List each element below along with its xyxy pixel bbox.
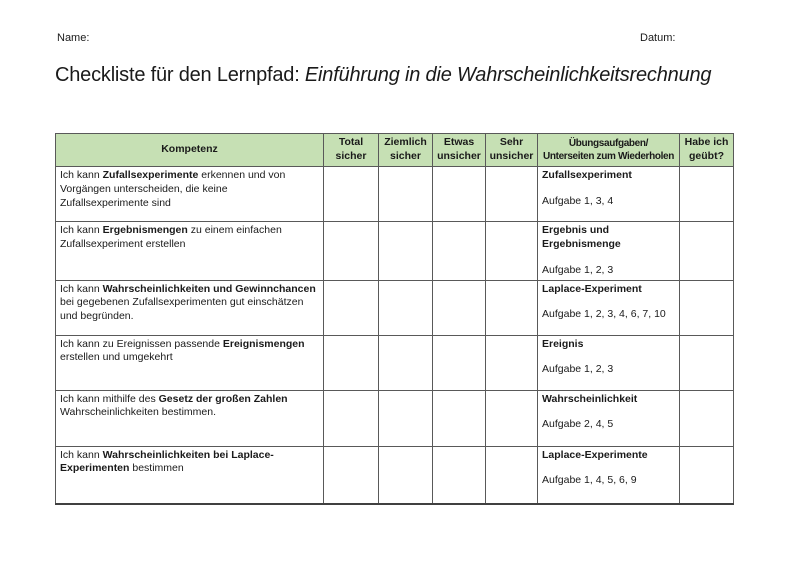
table-row: [56, 390, 734, 446]
table-row: [56, 280, 734, 335]
name-label: Name:: [57, 32, 90, 44]
rating-cell-total-sicher[interactable]: [324, 335, 379, 390]
kompetenz-cell: Ich kann mithilfe des Gesetz der großen Zahlen Wahrscheinlichkeiten bestimmen.: [56, 390, 324, 446]
uebungsaufgaben-cell: [538, 446, 680, 504]
rating-cell-total-sicher[interactable]: [324, 446, 379, 504]
topic-label: Ergebnis und Ergebnismenge: [542, 224, 621, 250]
page-title-regular: Checkliste für den Lernpfad:: [55, 64, 305, 86]
table-row: [56, 335, 734, 390]
aufgaben-label: Aufgabe 1, 2, 3, 4, 6, 7, 10: [542, 308, 666, 321]
rating-cell-etwas-unsicher[interactable]: [433, 446, 486, 504]
datum-label: Datum:: [640, 32, 676, 44]
rating-cell-total-sicher[interactable]: [324, 390, 379, 446]
table-row: [56, 446, 734, 504]
aufgaben-label: Aufgabe 2, 4, 5: [542, 418, 614, 431]
topic-label: Ereignis: [542, 337, 584, 350]
page-title: [55, 64, 755, 87]
page-title-italic: Einführung in die Wahrscheinlichkeitsrechnung: [304, 64, 712, 86]
checklist-table-wrapper: [55, 133, 734, 505]
aufgaben-label: Aufgabe 1, 2, 3: [542, 363, 614, 376]
rating-cell-sehr-unsicher[interactable]: [486, 167, 538, 222]
geuebt-cell[interactable]: [680, 167, 734, 222]
column-header-sehr-unsicher: Sehr unsicher: [486, 134, 538, 167]
geuebt-cell[interactable]: [680, 280, 734, 335]
column-header-kompetenz: Kompetenz: [56, 134, 324, 167]
rating-cell-total-sicher[interactable]: [324, 167, 379, 222]
column-header-uebungsaufgaben: Übungsaufgaben/ Unterseiten zum Wiederholen: [538, 134, 680, 167]
rating-cell-ziemlich-sicher[interactable]: [379, 446, 433, 504]
checklist-table: [55, 133, 734, 505]
column-header-ziemlich-sicher: Ziemlich sicher: [379, 134, 433, 167]
rating-cell-etwas-unsicher[interactable]: [433, 222, 486, 281]
rating-cell-ziemlich-sicher[interactable]: [379, 280, 433, 335]
rating-cell-ziemlich-sicher[interactable]: [379, 222, 433, 281]
uebungsaufgaben-cell: [538, 280, 680, 335]
rating-cell-etwas-unsicher[interactable]: [433, 280, 486, 335]
rating-cell-etwas-unsicher[interactable]: [433, 167, 486, 222]
rating-cell-etwas-unsicher[interactable]: [433, 390, 486, 446]
topic-label: Laplace-Experiment: [542, 282, 642, 295]
rating-cell-total-sicher[interactable]: [324, 222, 379, 281]
uebungsaufgaben-cell: [538, 390, 680, 446]
uebungsaufgaben-cell: [538, 335, 680, 390]
aufgaben-label: Aufgabe 1, 2, 3: [542, 263, 614, 276]
topic-label: Wahrscheinlichkeit: [542, 392, 638, 405]
column-header-etwas-unsicher: Etwas unsicher: [433, 134, 486, 167]
column-header-total-sicher: Total sicher: [324, 134, 379, 167]
kompetenz-cell: Ich kann zu Ereignissen passende Ereignismengen erstellen und umgekehrt: [56, 335, 324, 390]
geuebt-cell[interactable]: [680, 335, 734, 390]
uebungsaufgaben-cell: [538, 222, 680, 281]
topic-label: Laplace-Experimente: [542, 448, 648, 461]
rating-cell-etwas-unsicher[interactable]: [433, 335, 486, 390]
rating-cell-sehr-unsicher[interactable]: [486, 335, 538, 390]
aufgaben-label: Aufgabe 1, 3, 4: [542, 194, 614, 207]
column-header-habe-ich-geuebt: Habe ich geübt?: [680, 134, 734, 167]
aufgaben-label: Aufgabe 1, 4, 5, 6, 9: [542, 474, 637, 487]
kompetenz-cell: Ich kann Zufallsexperimente erkennen und von Vorgängen unterscheiden, die keine Zufallsexperimente sind: [56, 167, 324, 222]
rating-cell-sehr-unsicher[interactable]: [486, 446, 538, 504]
rating-cell-ziemlich-sicher[interactable]: [379, 335, 433, 390]
table-row: [56, 222, 734, 281]
rating-cell-total-sicher[interactable]: [324, 280, 379, 335]
uebungsaufgaben-cell: [538, 167, 680, 222]
rating-cell-sehr-unsicher[interactable]: [486, 280, 538, 335]
topic-label: Zufallsexperiment: [542, 169, 632, 181]
rating-cell-ziemlich-sicher[interactable]: [379, 390, 433, 446]
table-header-row: [56, 134, 734, 167]
geuebt-cell[interactable]: [680, 446, 734, 504]
geuebt-cell[interactable]: [680, 390, 734, 446]
rating-cell-ziemlich-sicher[interactable]: [379, 167, 433, 222]
table-row: [56, 167, 734, 222]
rating-cell-sehr-unsicher[interactable]: [486, 390, 538, 446]
kompetenz-cell: Ich kann Wahrscheinlichkeiten und Gewinnchancen bei gegebenen Zufallsexperimenten gut einschätzen und begründen.: [56, 280, 324, 335]
rating-cell-sehr-unsicher[interactable]: [486, 222, 538, 281]
kompetenz-cell: Ich kann Ergebnismengen zu einem einfachen Zufallsexperiment erstellen: [56, 222, 324, 281]
kompetenz-cell: Ich kann Wahrscheinlichkeiten bei Laplace-Experimenten bestimmen: [56, 446, 324, 504]
geuebt-cell[interactable]: [680, 222, 734, 281]
